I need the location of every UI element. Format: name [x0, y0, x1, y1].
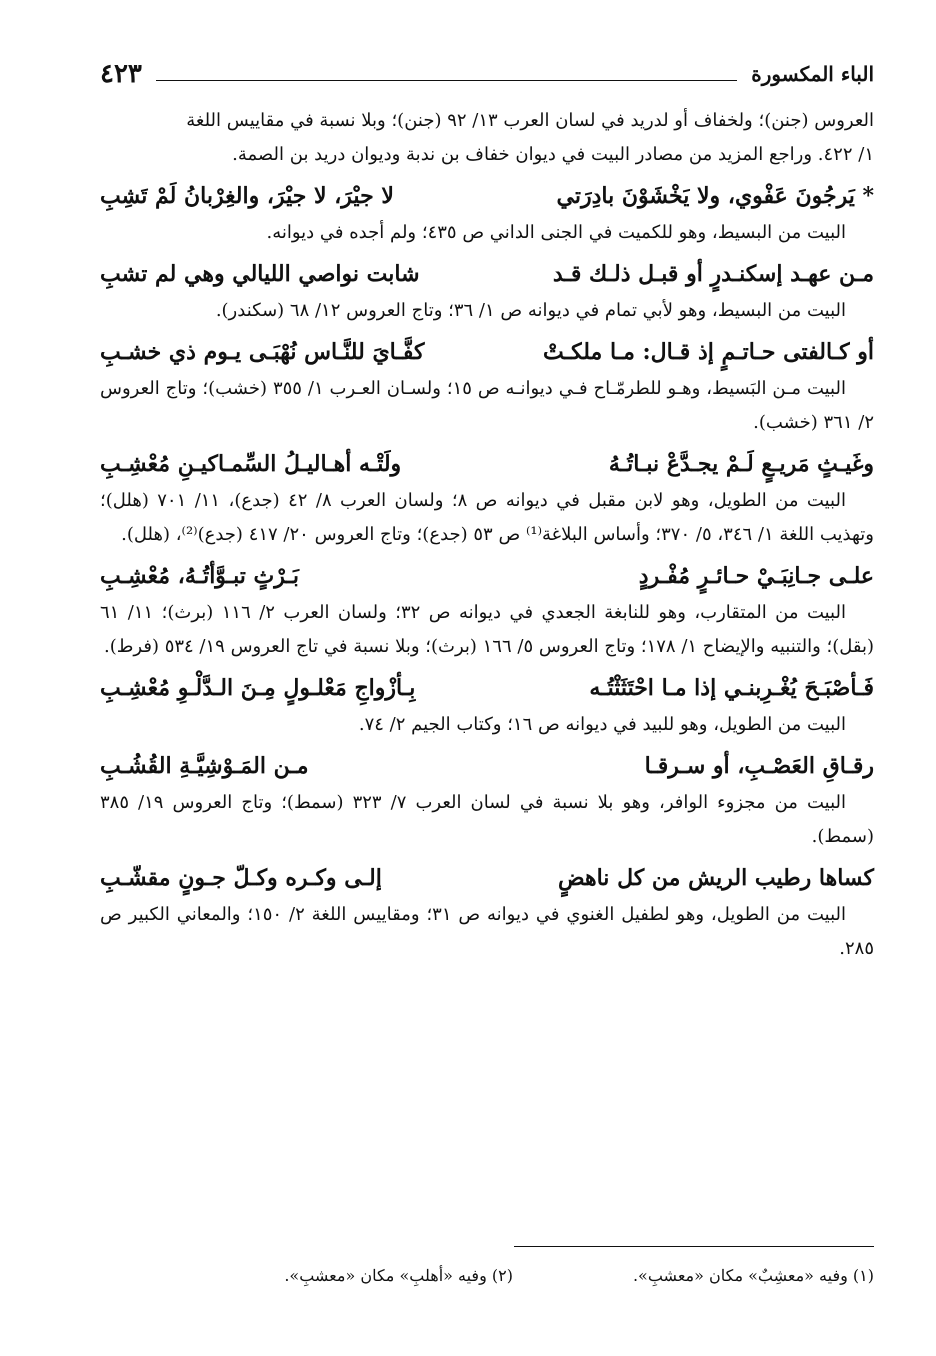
- verse: [100, 746, 874, 786]
- page-number: ٤٢٣: [100, 59, 142, 89]
- verse: [100, 254, 874, 294]
- verse-source-note: البيت من البسيط، وهو لأبي تمام في ديوانه ص ١/ ٣٦؛ وتاج العروس ١٢/ ٦٨ (سكندر).: [215, 300, 846, 321]
- intro-line: ١/ ٤٢٢. وراجع المزيد من مصادر البيت في ديوان خفاف بن ندبة وديوان دريد بن الصمة.: [232, 144, 874, 165]
- verse-entry: [100, 858, 874, 966]
- verse-hemistich-first: أو كـالفتى حـاتـمٍ إذ قـال: مـا ملكـتْ: [543, 339, 874, 365]
- intro-text: [100, 104, 874, 172]
- verse-hemistich-second: لا جيْرَ، لا جيْرَ، والغِرْبانُ لَمْ تَشِبِ: [100, 183, 394, 209]
- verse-source-note: البيت من الطويل، وهو لطفيل الغنوي في ديوانه ص ٣١؛ ومقاييس اللغة ٢/ ١٥٠؛ والمعاني الكبير ص ٢٨٥.: [100, 904, 874, 959]
- verse-source-note: البيت من مجزوء الوافر، وهو بلا نسبة في لسان العرب ٧/ ٣٢٣ (سمط)؛ وتاج العروس ١٩/ ٣٨٥ (سمط).: [100, 792, 874, 847]
- verse-source-note: البيت من المتقارب، وهو للنابغة الجعدي في ديوانه ص ٣٢؛ ولسان العرب ٢/ ١١٦ (برث)؛ ١١/ ٦١ (بقل)؛ والتنبيه والإيضاح ١/ ١٧٨؛ وتاج العروس ٥/ ١٦٦ (برث)؛ وبلا نسبة في تاج العروس ١٩/ ٥٣٤ (فرط).: [100, 602, 874, 657]
- verse-hemistich-second: مـن المَـوْشِيَّـةِ القُشُـبِ: [100, 753, 309, 779]
- verse-entry: [100, 668, 874, 742]
- verse-entry: [100, 176, 874, 250]
- verse-source-note: البيت من الطويل، وهو لابن مقبل في ديوانه ص ٨؛ ولسان العرب ٨/ ٤٢ (جدع)، ١١/ ٧٠١ (هلل)؛ وتهذيب اللغة ١/ ٣٤٦، ٥/ ٣٧٠؛ وأساس البلاغة⁽¹⁾ ص ٥٣ (جدع)؛ وتاج العروس ٢٠/ ٤١٧ (جدع)⁽²⁾، (هلل).: [100, 490, 874, 545]
- page: [100, 56, 874, 1285]
- verse-source-note: البيت من البسيط، وهو للكميت في الجنى الداني ص ٤٣٥؛ ولم أجده في ديوانه.: [266, 222, 846, 243]
- verse-source-note: البيت مـن البَسيط، وهـو للطرمّـاح فـي ديوانـه ص ١٥؛ ولسـان العـرب ١/ ٣٥٥ (خشب)؛ وتاج العروس ٢/ ٣٦١ (خشب).: [100, 378, 874, 433]
- verse-hemistich-first: كساها رطيب الريش من كل ناهضٍ: [558, 865, 874, 891]
- verse-hemistich-second: بَـرْثٍ تبـوَّأتُـهُ، مُعْشِـبِ: [100, 563, 299, 589]
- verse-entry: [100, 444, 874, 552]
- verse: [100, 176, 874, 216]
- verse-hemistich-second: إلـى وكـره وكـلّ جـونٍ مقشّـبِ: [100, 865, 382, 891]
- footnote: (١) وفيه «معشِبٌ» مكان «معشبِ».: [632, 1266, 874, 1285]
- verse: [100, 556, 874, 596]
- verse: [100, 668, 874, 708]
- verse: [100, 858, 874, 898]
- footnote: (٢) وفيه «أهلبِ» مكان «معشبِ».: [284, 1266, 513, 1285]
- verse-hemistich-first: * يَرجُونَ عَفْوي، ولا يَخْشَوْنَ بادِرَتي: [556, 183, 874, 209]
- verse-hemistich-second: ولَتْـه أهـاليـلُ السِّمـاكيـنِ مُعْشِـبِ: [100, 451, 402, 477]
- verse-entry: [100, 556, 874, 664]
- verse-source-note: البيت من الطويل، وهو للبيد في ديوانه ص ١٦؛ وكتاب الجيم ٢/ ٧٤.: [358, 714, 846, 735]
- verse-hemistich-second: شابت نواصي الليالي وهي لم تشبِ: [100, 261, 420, 287]
- verse-hemistich-first: مـن عهـد إسكنـدرٍ أو قبـل ذلـك قـد: [552, 261, 874, 287]
- page-header: [100, 56, 874, 92]
- verse-entry: [100, 254, 874, 328]
- header-rule: [156, 80, 737, 81]
- verse-hemistich-first: علـى جـانِبَـيْ حـائـرٍ مُفْـردٍ: [638, 563, 874, 589]
- verse-hemistich-first: فَـأصْبَـحَ يُغْـرِبنـي إذا مـا احْتَثَثْتُـه: [589, 675, 874, 701]
- footnote-separator: [514, 1246, 874, 1247]
- verse-entry: [100, 746, 874, 854]
- intro-line: العروس (جنن)؛ ولخفاف أو لدريد في لسان العرب ١٣/ ٩٢ (جنن)؛ وبلا نسبة في مقاييس اللغة: [186, 110, 874, 131]
- verse-hemistich-second: كفَّـايَ للنَّـاس نُهْبَـى يـوم ذي خشـبِ: [100, 339, 425, 365]
- footnotes: [100, 1266, 874, 1285]
- verse-hemistich-first: رقـاقِ العَصْـبِ، أو سـرقـا: [644, 753, 874, 779]
- verse: [100, 444, 874, 484]
- verse: [100, 332, 874, 372]
- verse-hemistich-first: وغَيـثٍ مَريـعٍ لَـمْ يجـدَّعْ نبـاتُـهُ: [608, 451, 874, 477]
- verse-entry: [100, 332, 874, 440]
- verse-hemistich-second: بِـأزْواجِ مَعْلـولٍ مِـنَ الـدَّلْـوِ مُعْشِـبِ: [100, 675, 416, 701]
- running-title: الباء المكسورة: [751, 62, 874, 86]
